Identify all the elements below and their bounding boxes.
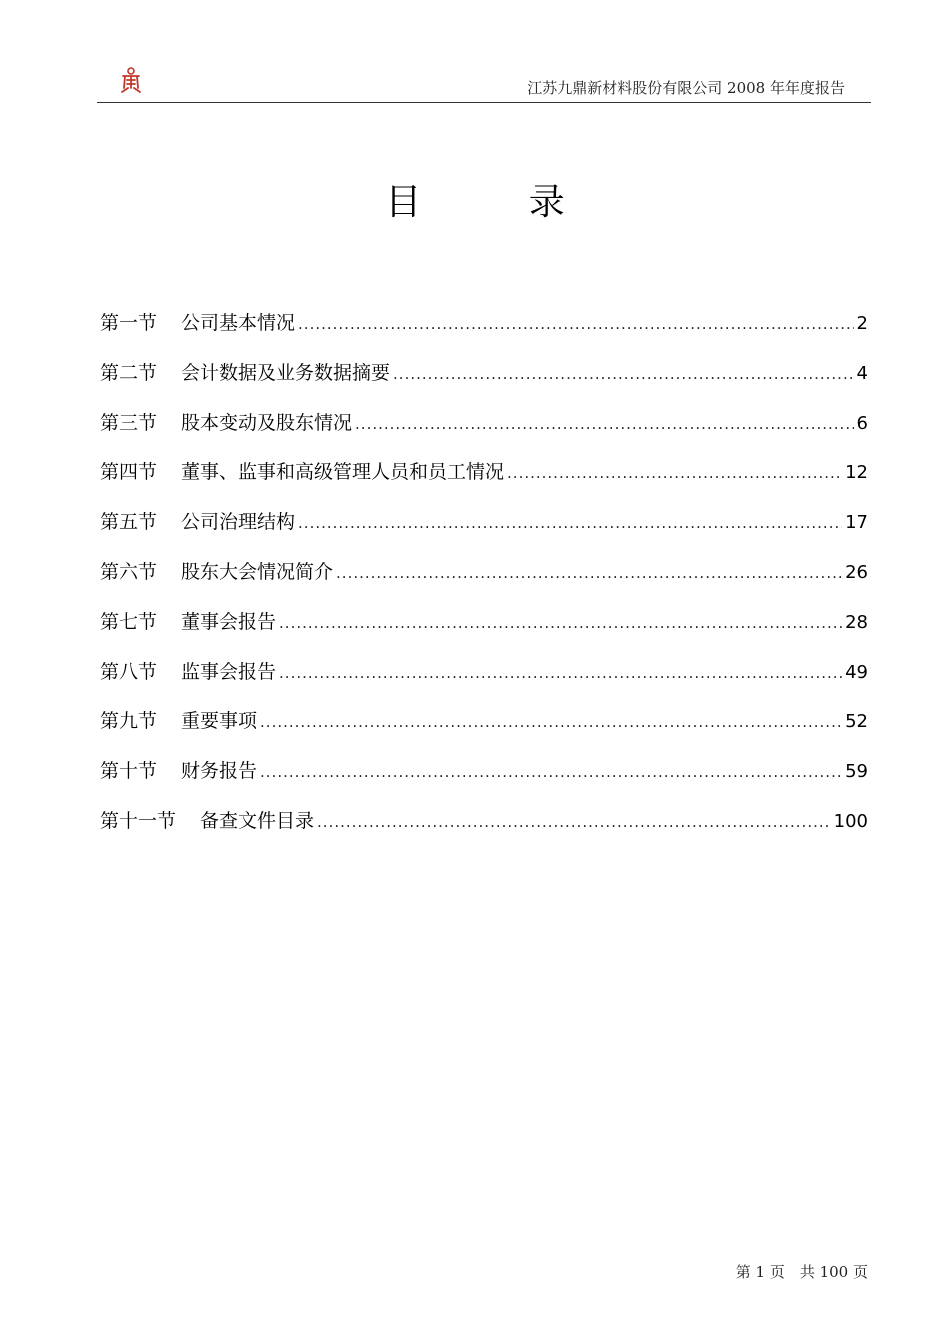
toc-leader [260,763,842,781]
toc-page-number: 100 [833,810,868,832]
toc-entry[interactable] [100,607,868,657]
toc-page-number: 26 [845,561,868,583]
toc-section-title: 重要事项 [181,710,258,733]
page-title: 目 录 [385,182,613,223]
toc-entry[interactable] [100,756,868,806]
toc-page-number: 49 [845,661,868,683]
toc-section-title: 财务报告 [181,760,258,783]
toc-leader [260,713,842,731]
toc-entry[interactable] [100,507,868,557]
toc-section-number: 第六节 [100,560,158,583]
toc-leader [298,514,842,532]
toc-page-number: 17 [845,512,868,534]
toc-entry[interactable] [100,706,868,756]
toc-page-number: 12 [845,462,868,484]
toc-leader [279,664,842,682]
toc-leader [279,614,842,632]
toc-section-number: 第一节 [100,312,158,334]
toc-page-number: 52 [845,711,868,733]
page-footer: 第 1 页 共 100 页 [735,1263,868,1281]
toc-leader [298,315,854,333]
toc-section-title: 股本变动及股东情况 [181,411,353,434]
table-of-contents [100,308,868,856]
toc-leader [393,365,854,383]
toc-page-number: 59 [845,761,868,783]
toc-entry[interactable] [100,557,868,607]
toc-section-title: 董事、监事和高级管理人员和员工情况 [181,461,505,484]
toc-entry[interactable] [100,457,868,507]
toc-entry[interactable] [100,657,868,707]
toc-page-number: 6 [856,412,868,434]
company-logo-icon [119,66,143,96]
toc-entry[interactable] [100,806,868,856]
toc-entry[interactable] [100,408,868,458]
toc-section-number: 第十一节 [100,809,177,832]
toc-section-title: 监事会报告 [181,660,277,683]
toc-page-number: 2 [856,313,868,334]
toc-leader [317,813,831,831]
toc-section-title: 董事会报告 [181,610,277,633]
toc-leader [507,464,842,482]
toc-entry[interactable] [100,308,868,358]
toc-leader [336,564,842,582]
toc-section-title: 会计数据及业务数据摘要 [181,361,391,384]
toc-section-title: 公司基本情况 [181,312,296,334]
toc-section-title: 备查文件目录 [200,809,315,832]
toc-leader [355,415,854,433]
toc-section-number: 第五节 [100,511,158,534]
toc-section-number: 第三节 [100,411,158,434]
toc-section-title: 股东大会情况简介 [181,560,334,583]
toc-section-number: 第七节 [100,610,158,633]
toc-section-number: 第十节 [100,760,158,783]
toc-section-number: 第八节 [100,660,158,683]
toc-page-number: 28 [845,611,868,633]
toc-page-number: 4 [856,362,868,384]
toc-entry[interactable] [100,358,868,408]
toc-section-number: 第四节 [100,461,158,484]
toc-section-number: 第九节 [100,710,158,733]
toc-section-number: 第二节 [100,361,158,384]
page-header [97,64,871,103]
header-title: 江苏九鼎新材料股份有限公司 2008 年年度报告 [527,79,845,97]
toc-section-title: 公司治理结构 [181,511,296,534]
